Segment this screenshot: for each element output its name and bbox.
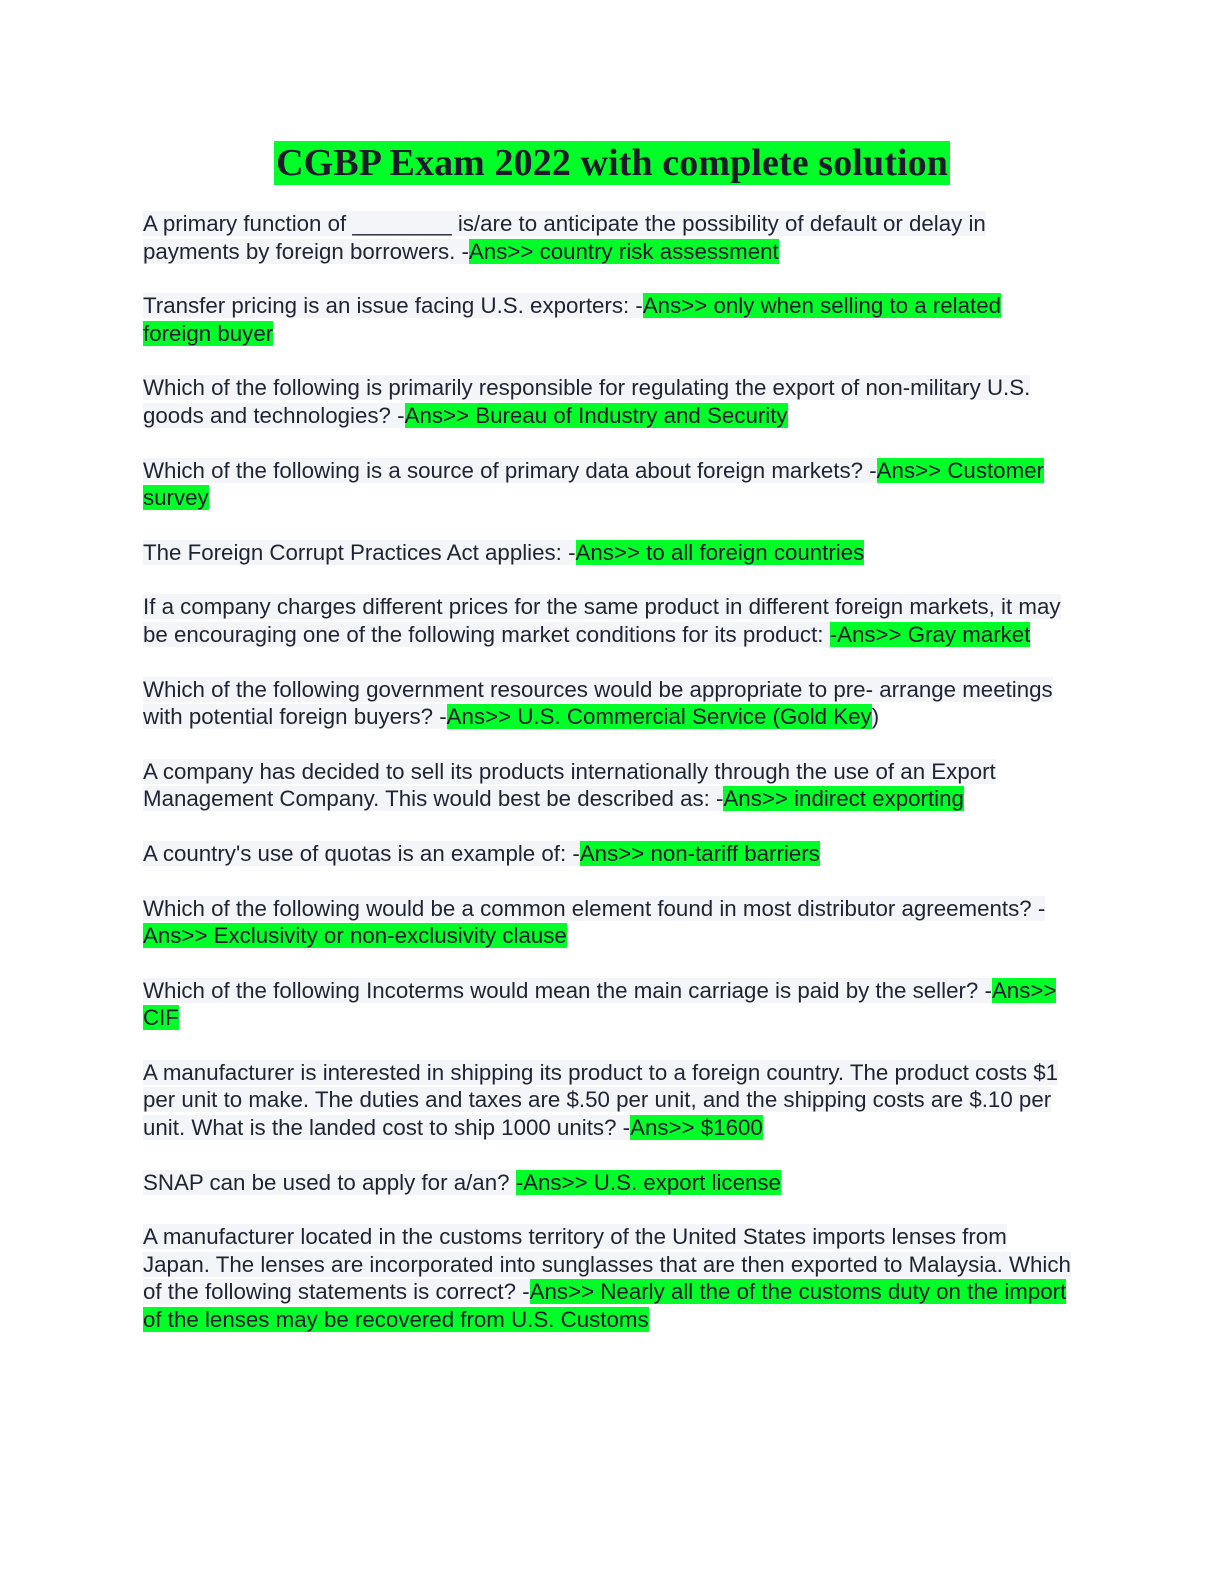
qa-item (143, 457, 1073, 512)
qa-item (143, 374, 1073, 429)
question-text: A company has decided to sell its products internationally through the use of an Export Management Company. This would best be described as: - (143, 758, 996, 812)
answer-highlight: Ans>> country risk assessment (468, 238, 779, 264)
answer-highlight: Ans>> U.S. Commercial Service (Gold Key (446, 704, 872, 730)
answer-highlight: Ans>> Nearly all the of the customs duty on the import of the lenses may be recovered from U.S. Customs (143, 1279, 1067, 1333)
question-text: A manufacturer located in the customs territory of the United States imports lenses from Japan. The lenses are incorporated into sunglasses that are then exported to Malaysia. Which of the following statements is correct? - (143, 1224, 1071, 1305)
qa-item (143, 593, 1073, 648)
question-text: If a company charges different prices for the same product in different foreign markets, it may be encouraging one of the following market conditions for its product: (143, 594, 1061, 647)
question-text: The Foreign Corrupt Practices Act applies: - (143, 539, 576, 565)
question-text: Which of the following is primarily responsible for regulating the export of non-military U.S. goods and technologies? - (143, 375, 1031, 428)
qa-item (143, 1169, 1073, 1197)
qa-item (143, 1223, 1073, 1333)
question-text: Which of the following is a source of primary data about foreign markets? - (143, 457, 877, 483)
qa-item (143, 840, 1073, 868)
answer-suffix: ) (871, 704, 880, 730)
question-text: Which of the following government resources would be appropriate to pre- arrange meetings with potential foreign buyers? - (143, 676, 1053, 730)
question-text: A country's use of quotas is an example of: - (143, 840, 580, 866)
question-text: Transfer pricing is an issue facing U.S. exporters: - (143, 293, 643, 319)
answer-highlight: Ans>> Customer survey (143, 457, 1044, 511)
qa-item (143, 1059, 1073, 1142)
qa-item (143, 676, 1073, 731)
qa-item (143, 292, 1073, 347)
answer-highlight: Ans>> $1600 (630, 1115, 763, 1141)
qa-item (143, 539, 1073, 567)
qa-item (143, 210, 1073, 265)
question-text: SNAP can be used to apply for a/an? (143, 1169, 516, 1195)
answer-highlight: -Ans>> Gray market (829, 621, 1031, 647)
answer-highlight: Ans>> indirect exporting (723, 786, 964, 812)
answer-highlight: Ans>> to all foreign countries (575, 539, 865, 565)
qa-item (143, 758, 1073, 813)
question-text: Which of the following would be a common element found in most distributor agreements? - (143, 895, 1046, 921)
document-title: CGBP Exam 2022 with complete solution (276, 142, 948, 184)
question-text: Which of the following Incoterms would mean the main carriage is paid by the seller? - (143, 977, 992, 1003)
answer-highlight: -Ans>> U.S. export license (515, 1169, 781, 1195)
answer-highlight: Ans>> CIF (143, 977, 1057, 1031)
qa-list (143, 210, 1073, 1361)
qa-item (143, 895, 1073, 950)
question-text: A manufacturer is interested in shipping its product to a foreign country. The product costs $1 per unit to make. The duties and taxes are $.50 per unit, and the shipping costs are $.10 per unit. What is the landed cost to ship 1000 units? - (143, 1059, 1059, 1141)
answer-highlight: Ans>> only when selling to a related foreign buyer (143, 293, 1002, 346)
answer-highlight: Ans>> Exclusivity or non-exclusivity clause (143, 923, 567, 949)
title-wrapper (0, 141, 1224, 185)
answer-highlight: Ans>> Bureau of Industry and Security (404, 402, 788, 428)
question-text: A primary function of ________ is/are to anticipate the possibility of default or delay in payments by foreign borrowers. - (143, 211, 986, 264)
qa-item (143, 977, 1073, 1032)
answer-highlight: Ans>> non-tariff barriers (579, 840, 820, 866)
